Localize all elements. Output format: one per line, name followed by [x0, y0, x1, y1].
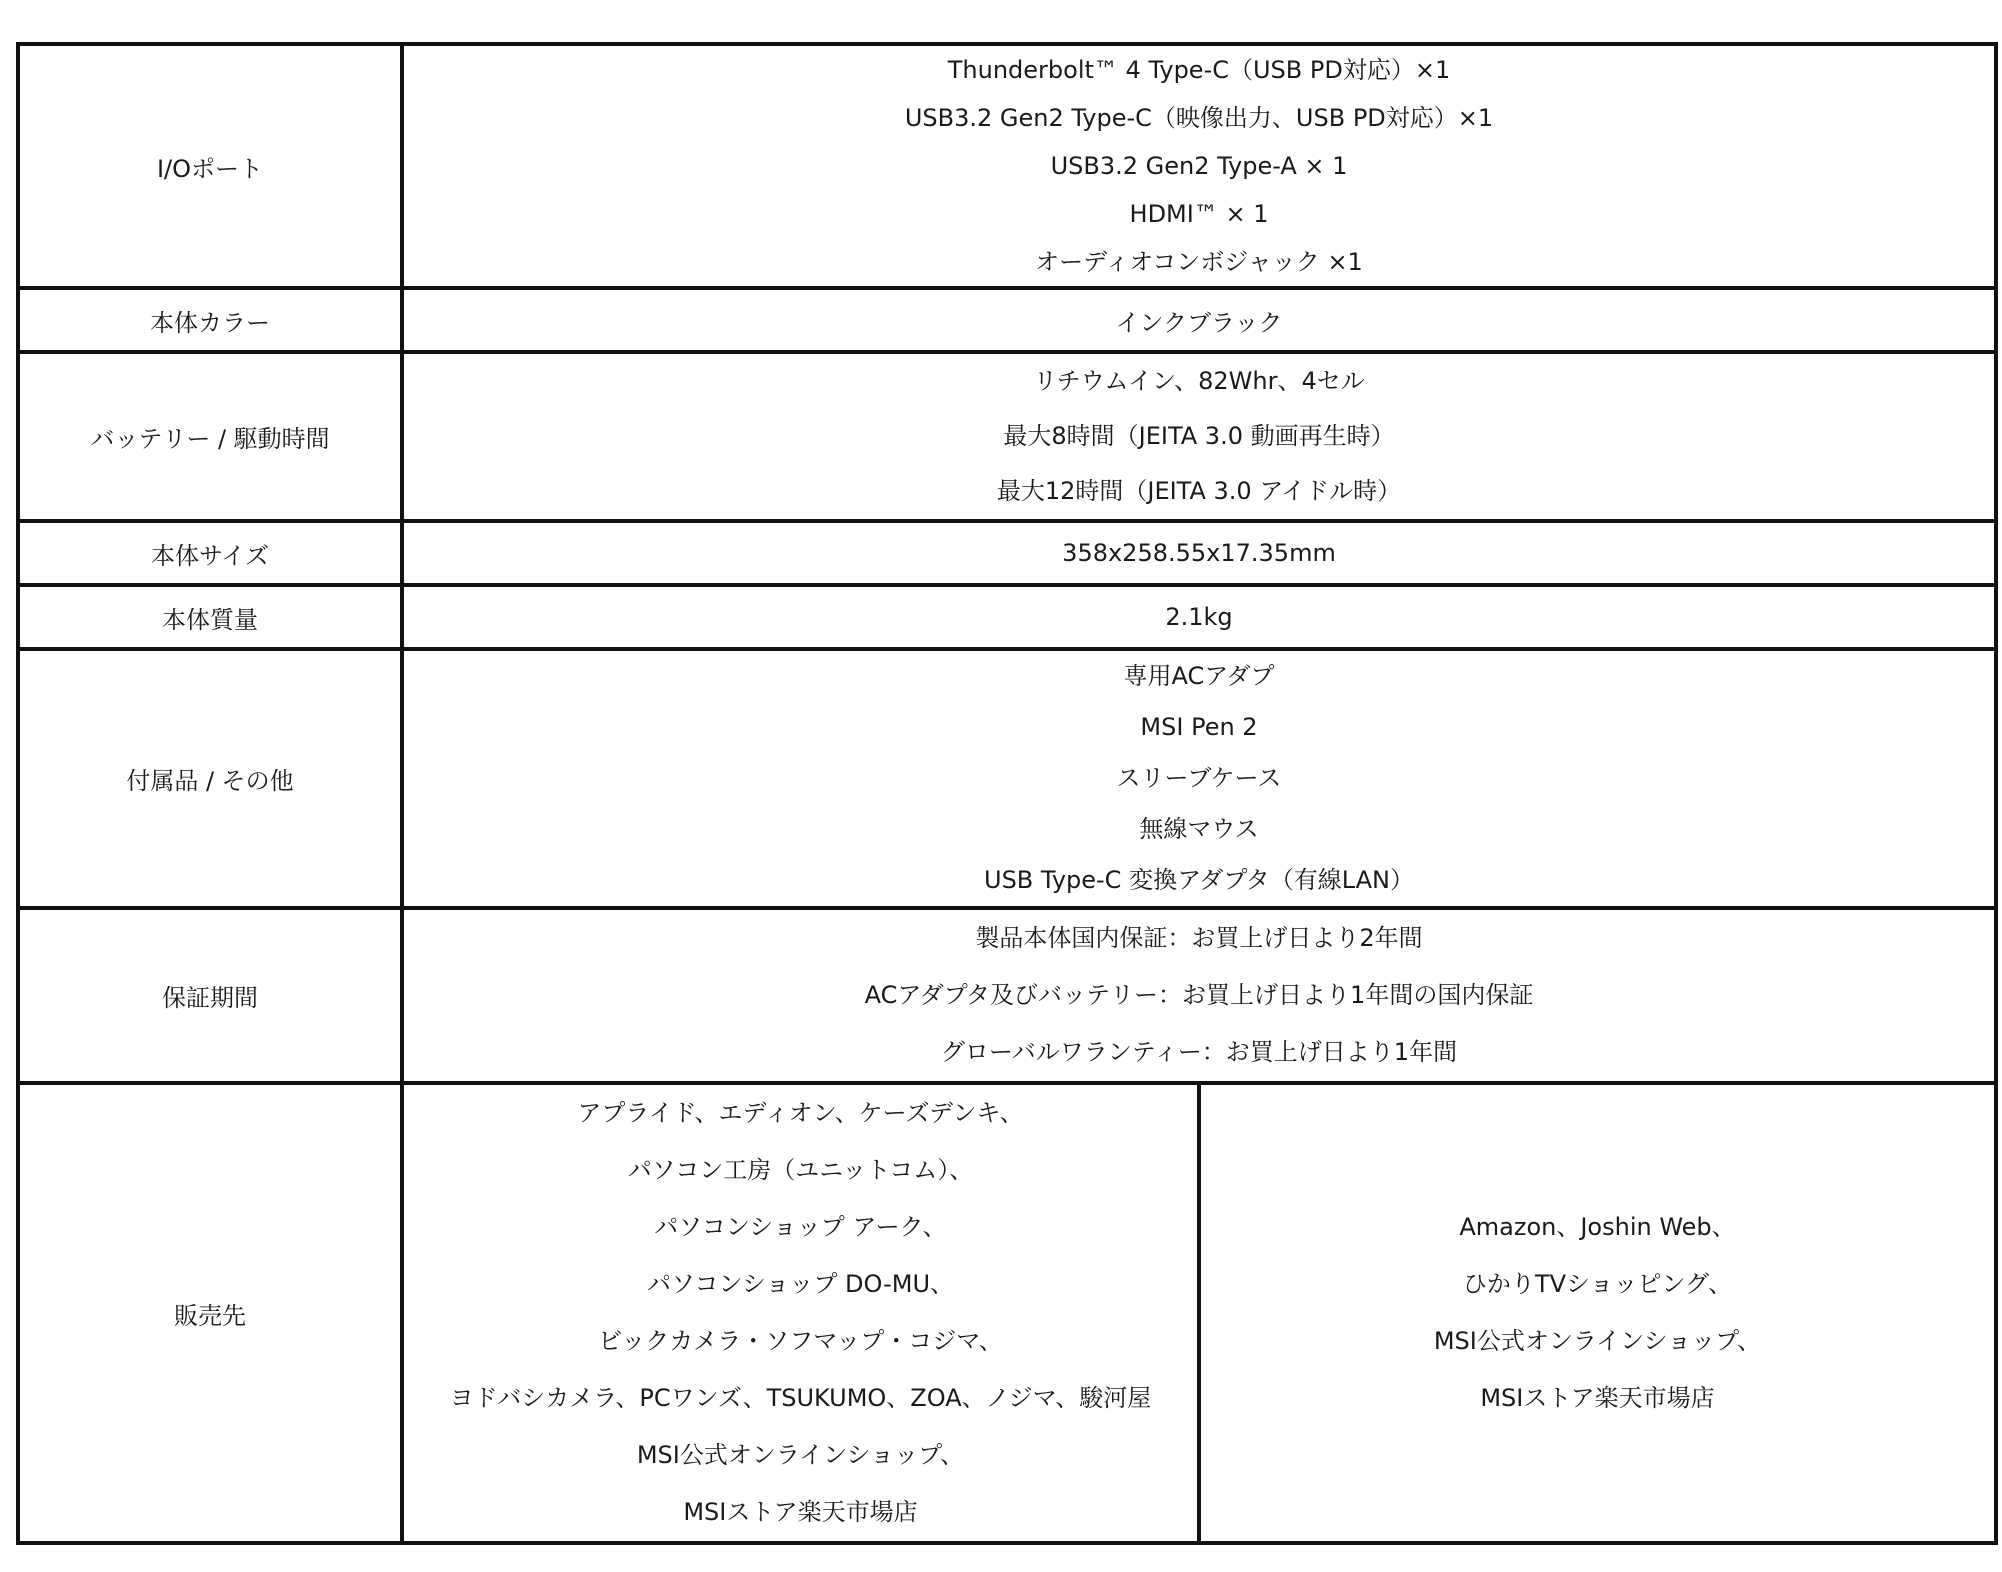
- store-line: MSIストア楽天市場店: [683, 1498, 918, 1526]
- label-weight: 本体質量: [18, 585, 402, 649]
- row-weight: [18, 585, 1996, 649]
- accessory-line: 専用ACアダプ: [1123, 662, 1275, 690]
- io-line: オーディオコンボジャック ×1: [1035, 248, 1363, 276]
- warranty-line: ACアダプタ及びバッテリー：お買上げ日より1年間の国内保証: [864, 981, 1534, 1009]
- io-line: Thunderbolt™ 4 Type-C（USB PD対応）×1: [947, 56, 1451, 84]
- accessory-line: MSI Pen 2: [1140, 713, 1258, 741]
- label-color: 本体カラー: [18, 288, 402, 352]
- label-stores: 販売先: [18, 1083, 402, 1543]
- value-stores-online: [1199, 1083, 1996, 1543]
- value-io-ports: [402, 44, 1996, 288]
- row-warranty: [18, 908, 1996, 1083]
- store-line: パソコンショップ アーク、: [654, 1213, 947, 1241]
- store-line: ひかりTVショッピング、: [1462, 1270, 1733, 1298]
- spec-table: [16, 42, 1998, 1545]
- io-line: HDMI™ × 1: [1129, 200, 1269, 228]
- store-line: パソコン工房（ユニットコム）、: [627, 1156, 974, 1184]
- row-accessories: [18, 649, 1996, 908]
- battery-line: リチウムイン、82Whr、4セル: [1033, 367, 1365, 395]
- value-battery: [402, 352, 1996, 521]
- row-stores: [18, 1083, 1996, 1543]
- warranty-line: 製品本体国内保証：お買上げ日より2年間: [975, 924, 1423, 952]
- accessory-line: USB Type-C 変換アダプタ（有線LAN）: [984, 866, 1414, 894]
- row-size: [18, 521, 1996, 585]
- store-line: ヨドバシカメラ、PCワンズ、TSUKUMO、ZOA、ノジマ、駿河屋: [449, 1384, 1152, 1412]
- store-line: ビックカメラ・ソフマップ・コジマ、: [598, 1327, 1003, 1355]
- io-line: USB3.2 Gen2 Type-C（映像出力、USB PD対応）×1: [904, 104, 1494, 132]
- label-warranty: 保証期間: [18, 908, 402, 1083]
- value-stores-retail: [402, 1083, 1199, 1543]
- row-color: [18, 288, 1996, 352]
- store-line: Amazon、Joshin Web、: [1459, 1213, 1736, 1241]
- label-size: 本体サイズ: [18, 521, 402, 585]
- accessory-line: スリーブケース: [1116, 764, 1282, 792]
- label-io-ports: I/Oポート: [18, 44, 402, 288]
- battery-line: 最大8時間（JEITA 3.0 動画再生時）: [1003, 422, 1395, 450]
- value-warranty: [402, 908, 1996, 1083]
- store-line: アプライド、エディオン、ケーズデンキ、: [577, 1099, 1024, 1127]
- label-accessories: 付属品 / その他: [18, 649, 402, 908]
- row-io-ports: [18, 44, 1996, 288]
- value-size: 358x258.55x17.35mm: [402, 521, 1996, 585]
- store-line: パソコンショップ DO-MU、: [646, 1270, 955, 1298]
- battery-line: 最大12時間（JEITA 3.0 アイドル時）: [996, 477, 1402, 505]
- value-color: インクブラック: [402, 288, 1996, 352]
- row-battery: [18, 352, 1996, 521]
- store-line: MSI公式オンラインショップ、: [636, 1441, 965, 1469]
- io-line: USB3.2 Gen2 Type-A × 1: [1050, 152, 1348, 180]
- accessory-line: 無線マウス: [1139, 815, 1259, 843]
- label-battery: バッテリー / 駆動時間: [18, 352, 402, 521]
- store-line: MSI公式オンラインショップ、: [1433, 1327, 1762, 1355]
- value-weight: 2.1kg: [402, 585, 1996, 649]
- value-accessories: [402, 649, 1996, 908]
- warranty-line: グローバルワランティー：お買上げ日より1年間: [940, 1038, 1458, 1066]
- store-line: MSIストア楽天市場店: [1480, 1384, 1715, 1412]
